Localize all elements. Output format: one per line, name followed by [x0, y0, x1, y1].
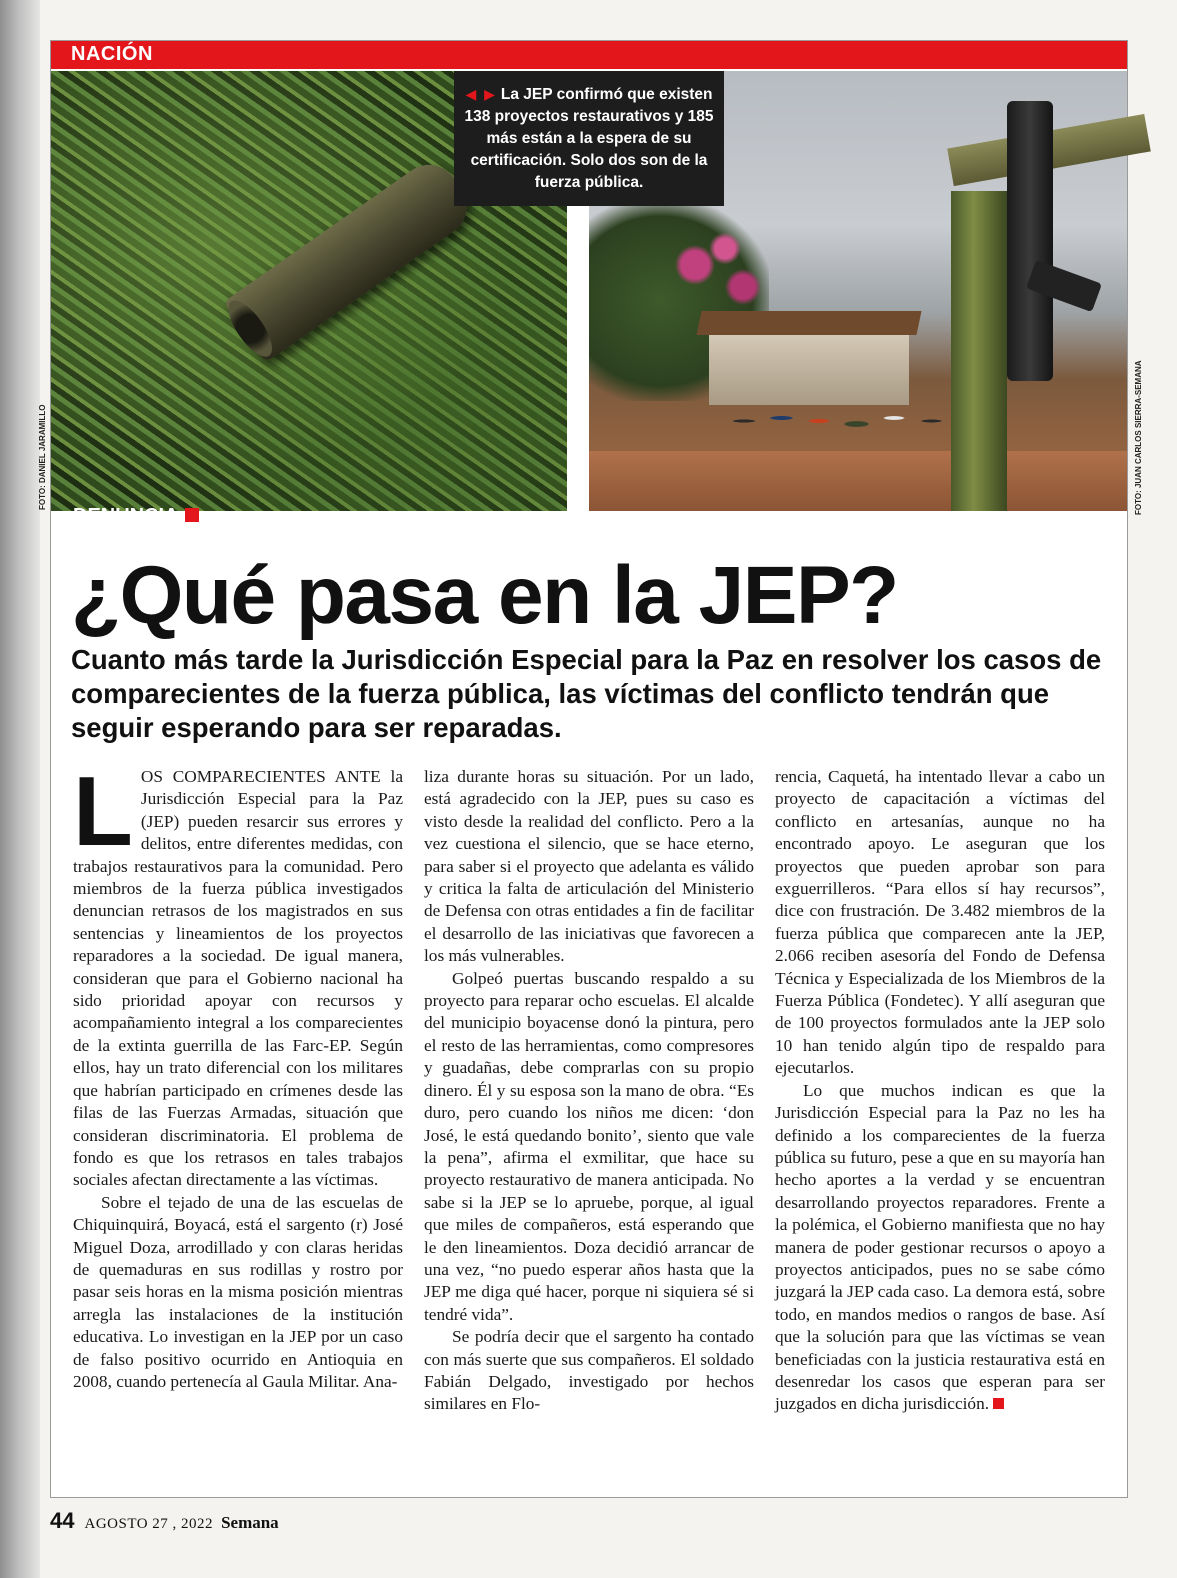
headline: ¿Qué pasa en la JEP? — [71, 550, 898, 641]
paragraph: LOS COMPARECIENTES ANTE la Jurisdicción Especial para la Paz (JEP) pueden resarcir sus errores y delitos, entre diferentes medidas, con trabajos restaurativos para la comunidad. Pero miembros de la fuerza pública investigados denuncian retrasos de los magistrados en sus sentencias y lineamientos de los proyectos reparadores a la sociedad. De igual manera, consideran que para el Gobierno nacional ha sido prioridad apoyar con recursos y acompañamiento integral a los comparecientes de la extinta guerrilla de las Farc-EP. Según ellos, hay un trato diferencial con los militares que habrían participado en crímenes desde las filas de las Fuerzas Armadas, situación que consideran discriminatoria. El problema de fondo es que los retrasos en tales trabajos sociales afectan directamente a las víctimas. — [73, 756, 403, 1190]
paragraph: Lo que muchos indican es que la Jurisdicción Especial para la Paz no les ha definido a los comparecientes de la fuerza pública su futuro, pese a que en su mayoría han hecho aportes a la verdad y se encuentran desarrollando proyectos reparadores. Frente a la polémica, el Gobierno manifiesta que no hay manera de poder gestionar recursos o apoyo a proyectos anticipados, pues no se sabe cómo juzgará la JEP cada caso. La demora está, sobre todo, en mandos medios o rangos de base. Así que la solución para que las víctimas se vean beneficiadas con la justicia restaurativa está en desenredar los casos que esperan para ser juzgados en dicha jurisdicción. — [775, 1080, 1105, 1414]
tag-label: DENUNCIA — [73, 505, 199, 528]
end-mark-icon — [993, 1398, 1004, 1409]
photo-caption — [454, 71, 724, 206]
photo-credit-left: FOTO: DANIEL JARAMILLO — [38, 404, 47, 510]
paragraph: rencia, Caquetá, ha intentado llevar a cabo un proyecto de capacitación a víctimas del conflicto en artesanías, aunque no ha encontrado apoyo. Le aseguran que los proyectos que pueden aprobar son para exguerrilleros. “Para ellos sí hay recursos”, dice con frustración. De 3.482 miembros de la fuerza pública que comparecen ante la JEP, 2.066 reciben asesoría del Fondo de Defensa Técnica y Especializada de los Miembros de la Fuerza Pública (Fondetec). Y allí aseguran que de 100 proyectos formulados ante la JEP solo 10 han tenido algún tipo de respaldo para ejecutarlos. — [775, 767, 1105, 1078]
issue-date: AGOSTO 27 , 2022 — [84, 1516, 214, 1532]
magazine-page — [50, 40, 1128, 1498]
paragraph: Sobre el tejado de una de las escuelas de Chiquinquirá, Boyacá, está el sargento (r) José Miguel Doza, arrodillado y con claras heridas de quemaduras en sus rodillas y rostro por pasar seis horas en la misma posición mientras arregla las instalaciones de la institución educativa. Lo investigan en la JEP por un caso de falso positivo ocurrido en Antioquia en 2008, cuando pertenecía al Gaula Militar. Ana- — [73, 1192, 403, 1391]
photo-credit-right: FOTO: JUAN CARLOS SIERRA-SEMANA — [1134, 360, 1143, 515]
paragraph: liza durante horas su situación. Por un lado, está agradecido con la JEP, pues su caso es visto desde la realidad del conflicto. Pero a la vez cuestiona el silencio, que se hace eterno, para saber si el proyecto que adelanta es válido y critica la falta de articulación del Ministerio de Defensa con otras entidades a fin de facilitar el desarrollo de las iniciativas que favorecen a los más vulnerables. — [424, 767, 754, 966]
article-column-3 — [775, 766, 1105, 1416]
page-footer — [50, 1508, 279, 1534]
page-number: 44 — [50, 1508, 75, 1533]
section-label: NACIÓN — [71, 43, 153, 65]
arrows-icon: ◀ ▶ — [465, 86, 497, 102]
subheadline: Cuanto más tarde la Jurisdicción Especial para la Paz en resolver los casos de comparecientes de la fuerza pública, las víctimas del conflicto tendrán que seguir esperando para ser reparadas. — [71, 644, 1102, 743]
article-column-1 — [73, 756, 403, 1393]
article-column-2 — [424, 766, 754, 1416]
paragraph: Se podría decir que el sargento ha contado con más suerte que sus compañeros. El soldado Fabián Delgado, investigado por hechos similares en Flo- — [424, 1327, 754, 1414]
caption-text: La JEP confirmó que existen 138 proyectos restaurativos y 185 más están a la espera de su certificación. Solo dos son de la fuerza pública. — [464, 86, 714, 191]
paragraph: Golpeó puertas buscando respaldo a su proyecto para reparar ocho escuelas. El alcalde del municipio boyacense donó la pintura, pero el resto de las herramientas, como compresores y guadañas, debe comprarlas con su propio dinero. Él y su esposa son la mano de obra. “Es duro, pero cuando los niños me dicen: ‘don José, le está quedando bonito’, siento que vale la pena”, afirma el exmilitar, que hace su proyecto restaurativo de manera anticipada. No sabe si la JEP se lo apruebe, porque, al igual que miles de compañeros, está esperando que le den lineamientos. Doza decidió arrancar de una vez, “no puedo esperar años hasta que la JEP me diga qué hacer, porque ni siquiera sé si tendré vida”. — [424, 968, 754, 1324]
drop-cap: L — [73, 756, 133, 866]
rifle-shape — [1007, 101, 1053, 381]
page-gutter-shadow — [0, 0, 40, 1578]
section-bar — [51, 41, 1127, 69]
red-square-icon — [185, 508, 199, 522]
bullet-casing-shape — [223, 153, 478, 363]
magazine-name: Semana — [221, 1513, 279, 1532]
